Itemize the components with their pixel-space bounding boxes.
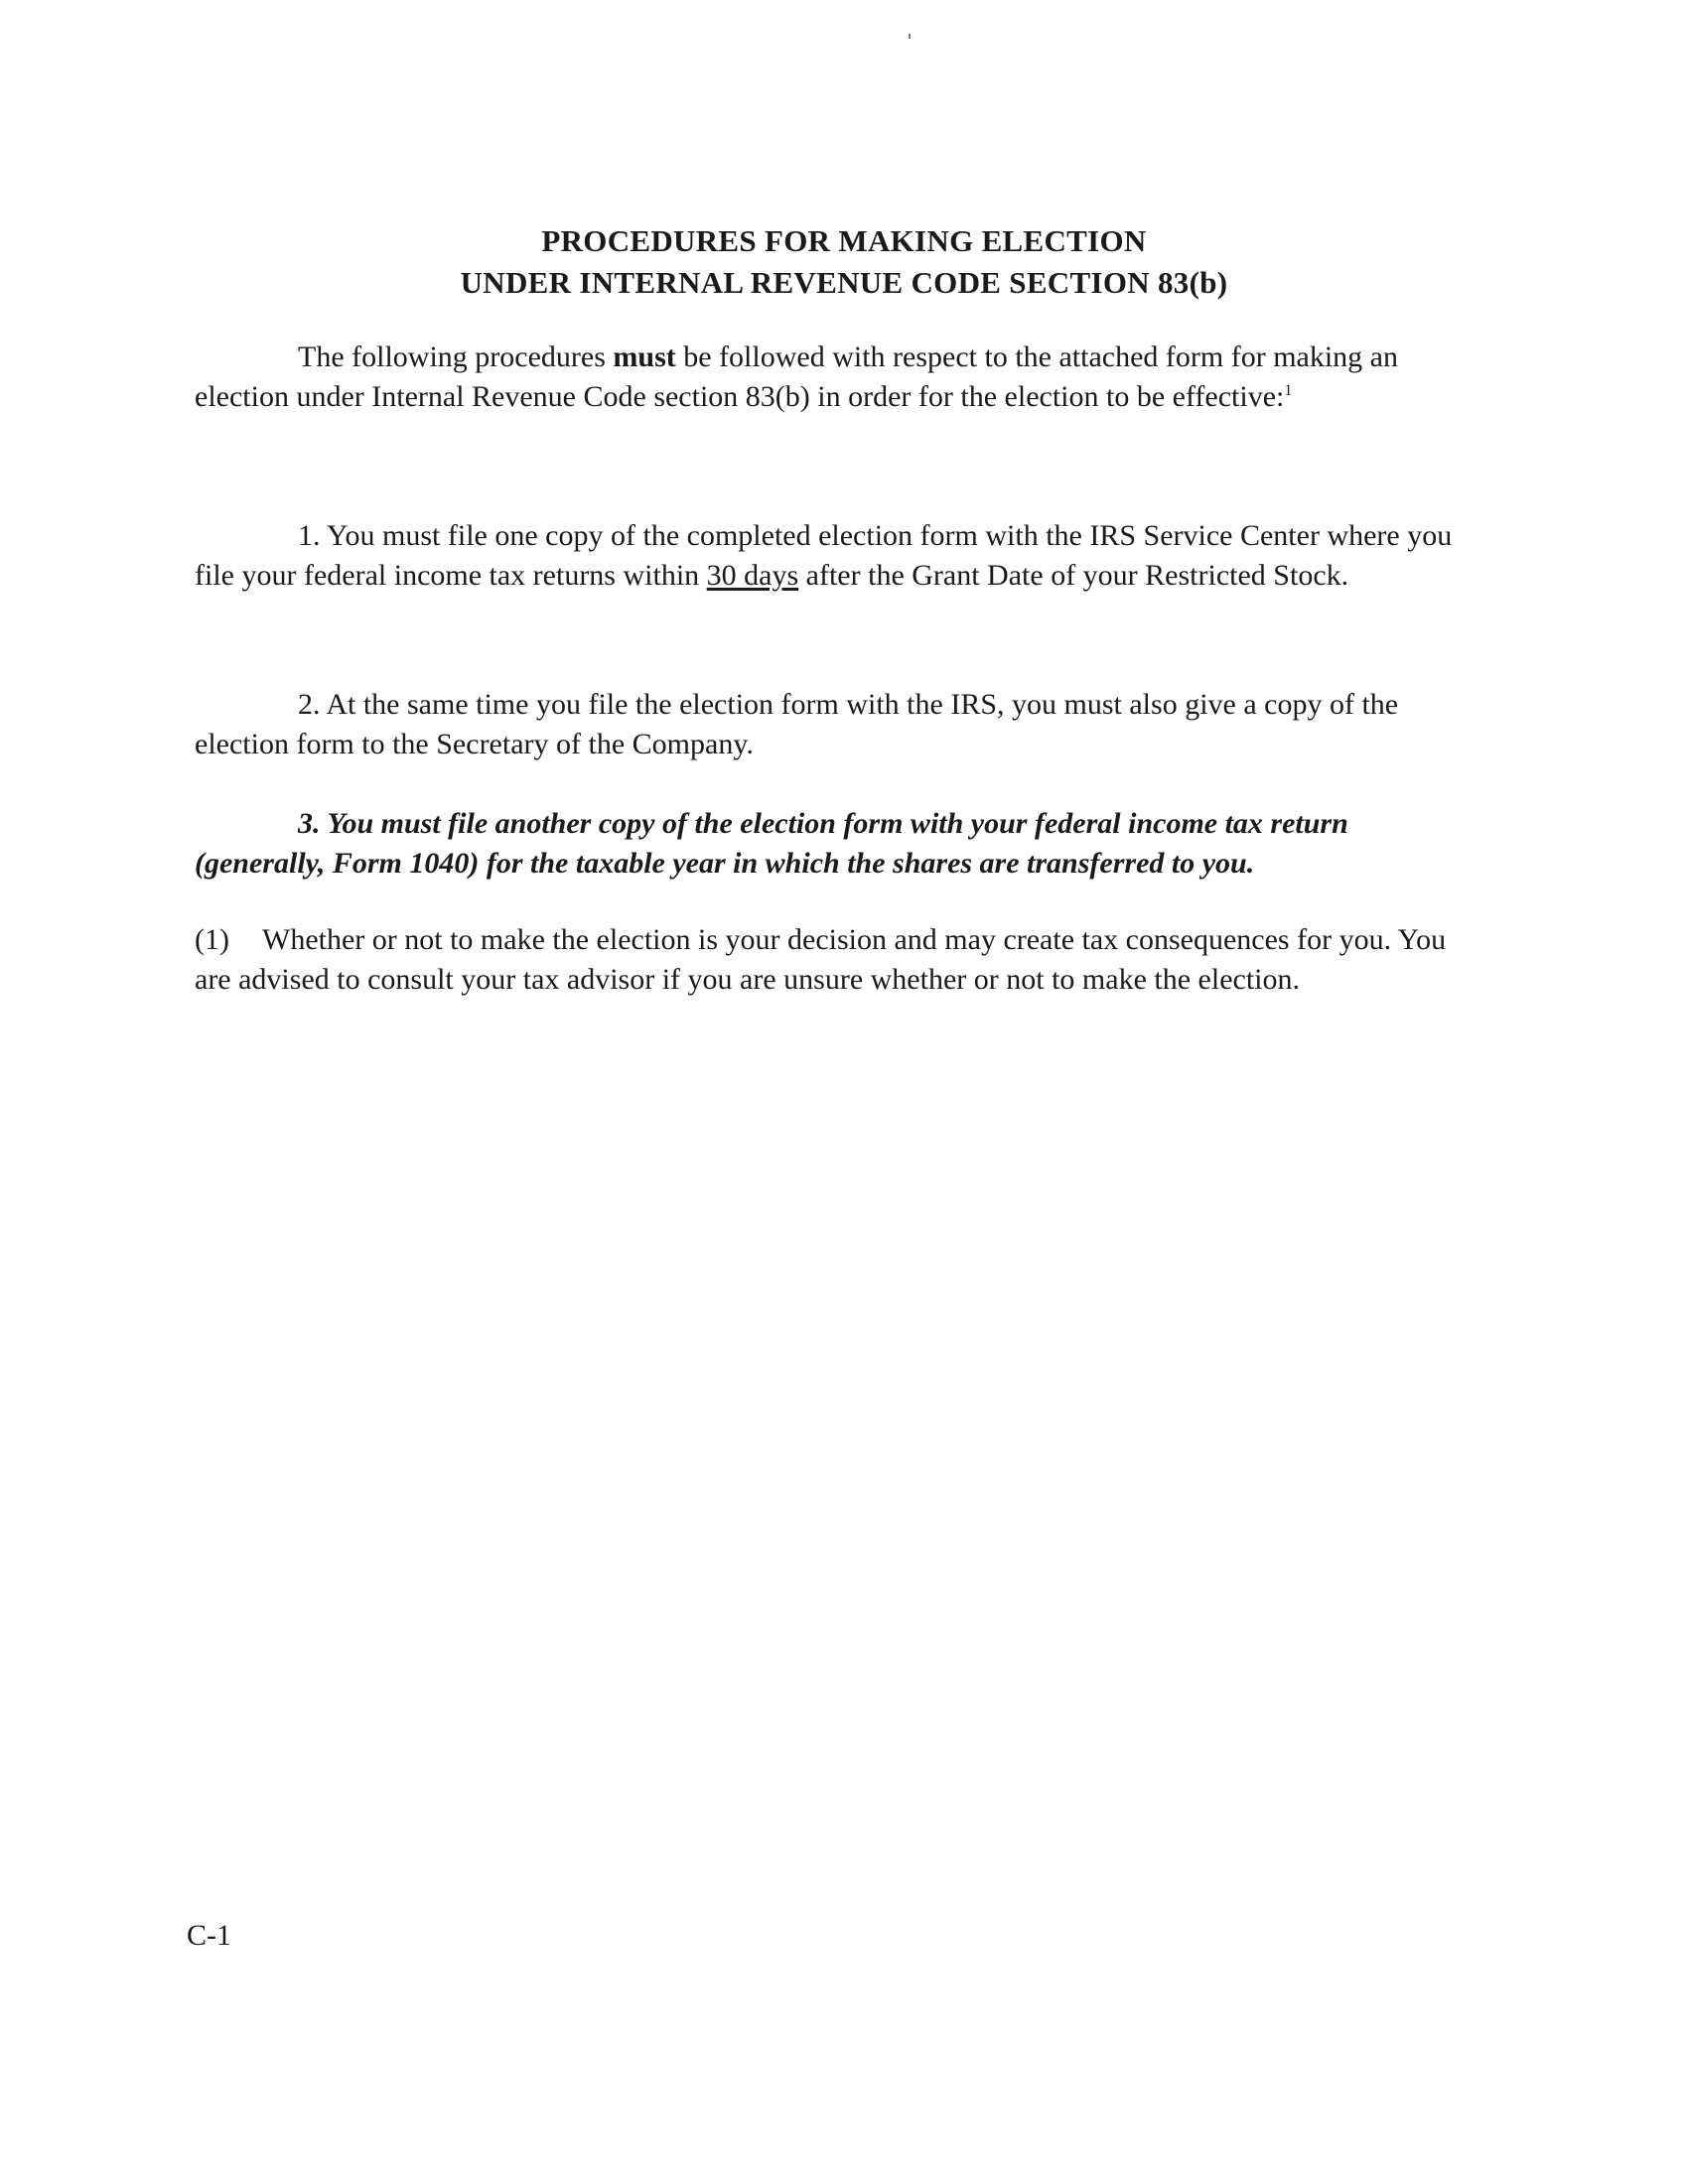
item1-deadline: 30 days [706, 559, 799, 592]
scan-speck [909, 34, 911, 39]
intro-text-end: be followed with respect to the attached form for making an election under Internal Revenue Code section 83(b) in order for the election to be effective: [195, 341, 1399, 413]
footnote-reference: 1 [1284, 382, 1293, 399]
procedure-item-3: 3. You must file another copy of the election form with your federal income tax return (generally, Form 1040) for the taxable year in which the shares are transferred to you. [195, 807, 1348, 880]
title-line-1: PROCEDURES FOR MAKING ELECTION [541, 223, 1147, 258]
intro-bold-word: must [613, 341, 676, 373]
document-title [0, 220, 1688, 304]
intro-paragraph [195, 338, 1464, 417]
procedure-item-2: 2. At the same time you file the election form with the IRS, you must also give a copy of the election form to the Secretary of the Company. [195, 688, 1399, 760]
item1-text-end: after the Grant Date of your Restricted Stock. [798, 559, 1349, 592]
footnote [195, 920, 1464, 1000]
page-number: C-1 [187, 1919, 231, 1952]
title-line-2: UNDER INTERNAL REVENUE CODE SECTION 83(b) [460, 265, 1228, 300]
item1-text-start: 1. You must file one copy of the completed election form with the IRS Service Center where you file your federal income tax returns within [195, 519, 1453, 592]
footnote-text: Whether or not to make the election is your decision and may create tax consequences for you. You are advised to consult your tax advisor if you are unsure whether or not to make the election. [195, 923, 1447, 996]
procedure-item-1 [195, 516, 1464, 596]
footnote-number: (1) [195, 923, 229, 956]
intro-text-start: The following procedures [298, 341, 614, 373]
